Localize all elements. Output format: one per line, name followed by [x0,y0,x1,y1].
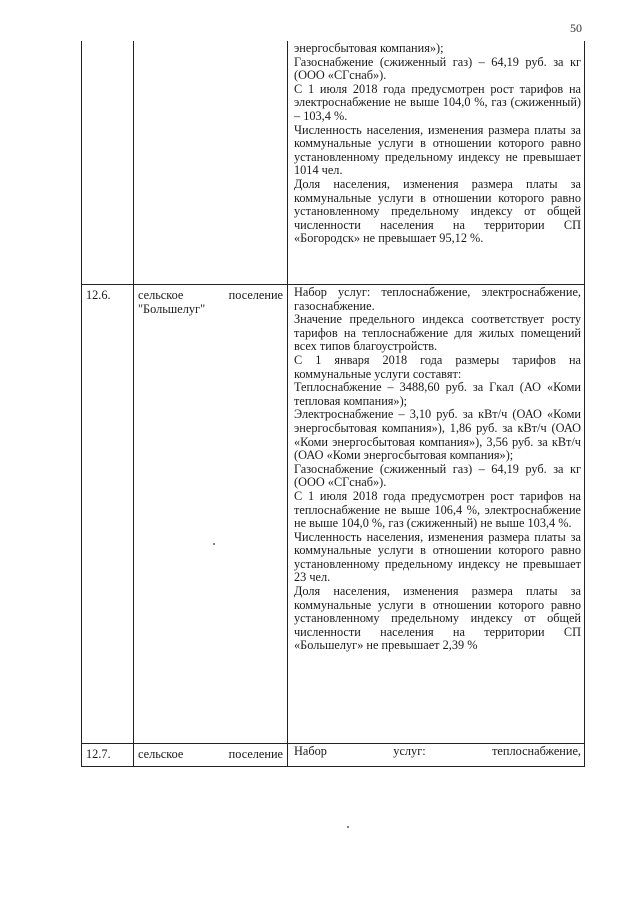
settlement-name-cell [134,285,288,743]
settlement-name: сельское поселение [138,288,283,302]
description-paragraph: Теплоснабжение – 3488,60 руб. за Гкал (АО «Коми тепловая компания»); [294,380,581,408]
settlement-name-cell [134,41,288,284]
row-number-cell: 12.7. [82,744,134,767]
settlement-name-quoted: "Большелуг" [138,301,206,316]
description-paragraph: С 1 июля 2018 года предусмотрен рост тарифов на теплоснабжение не выше 106,4 %, электроснабжение не выше 104,0 %, газ (сжиженный) не выше 103,4 %. [294,488,581,531]
page-number: 50 [570,21,582,35]
settlement-name: сельское поселение [138,747,283,761]
tariff-table [81,41,585,767]
scan-speck [347,826,349,828]
table-row [82,284,584,743]
description-paragraph: Значение предельного индекса соответствует росту тарифов на теплоснабжение для жилых помещений всех типов благоустройств. [294,312,581,354]
description-paragraph: Доля населения, изменения размера платы за коммунальные услуги в отношении которого равно установленному предельному индексу от общей численности населения на территории СП «Большелуг» не превышает 2,39 % [294,584,581,653]
description-paragraph: С 1 января 2018 года размеры тарифов на коммунальные услуги составят: [294,352,581,381]
description-paragraph: С 1 июля 2018 года предусмотрен рост тарифов на электроснабжение не выше 104,0 %, газ (сжиженный) – 103,4 %. [294,81,581,123]
description-cell [288,744,584,767]
settlement-name-cell [134,744,288,767]
description-cell [288,41,584,284]
description-paragraph: Электроснабжение – 3,10 руб. за кВт/ч (ОАО «Коми энергосбытовая компания»), 1,86 руб. за кВт/ч (ОАО «Коми энергосбытовая компания»), 3,56 руб. за кВт/ч (ОАО «Коми энергосбытовая компания»); [294,407,581,463]
description-cell [288,285,584,743]
description-paragraph: Газоснабжение (сжиженный газ) – 64,19 руб. за кг (ООО «СГснаб»). [294,461,581,490]
table-row [82,743,584,767]
row-number-cell [82,41,134,284]
row-number-cell: 12.6. [82,285,134,743]
description-paragraph: Численность населения, изменения размера платы за коммунальные услуги в отношении которого равно установленному предельному индексу не превышает 23 чел. [294,529,581,585]
description-paragraph: Набор услуг: теплоснабжение, [294,744,581,758]
description-paragraph: Набор услуг: теплоснабжение, электроснабжение, газоснабжение. [294,285,581,313]
description-paragraph: Доля населения, изменения размера платы за коммунальные услуги в отношении которого равно установленному предельному индексу от общей численности населения на территории СП «Богородск» не превышает 95,12 %. [294,176,581,246]
table-row [82,41,584,284]
description-paragraph: энергосбытовая компания»); [294,41,444,55]
scan-speck [213,543,215,545]
description-paragraph: Газоснабжение (сжиженный газ) – 64,19 руб. за кг (ООО «СГснаб»). [294,54,581,83]
description-paragraph: Численность населения, изменения размера платы за коммунальные услуги в отношении которого равно установленному предельному индексу не превышает 1014 чел. [294,122,581,178]
